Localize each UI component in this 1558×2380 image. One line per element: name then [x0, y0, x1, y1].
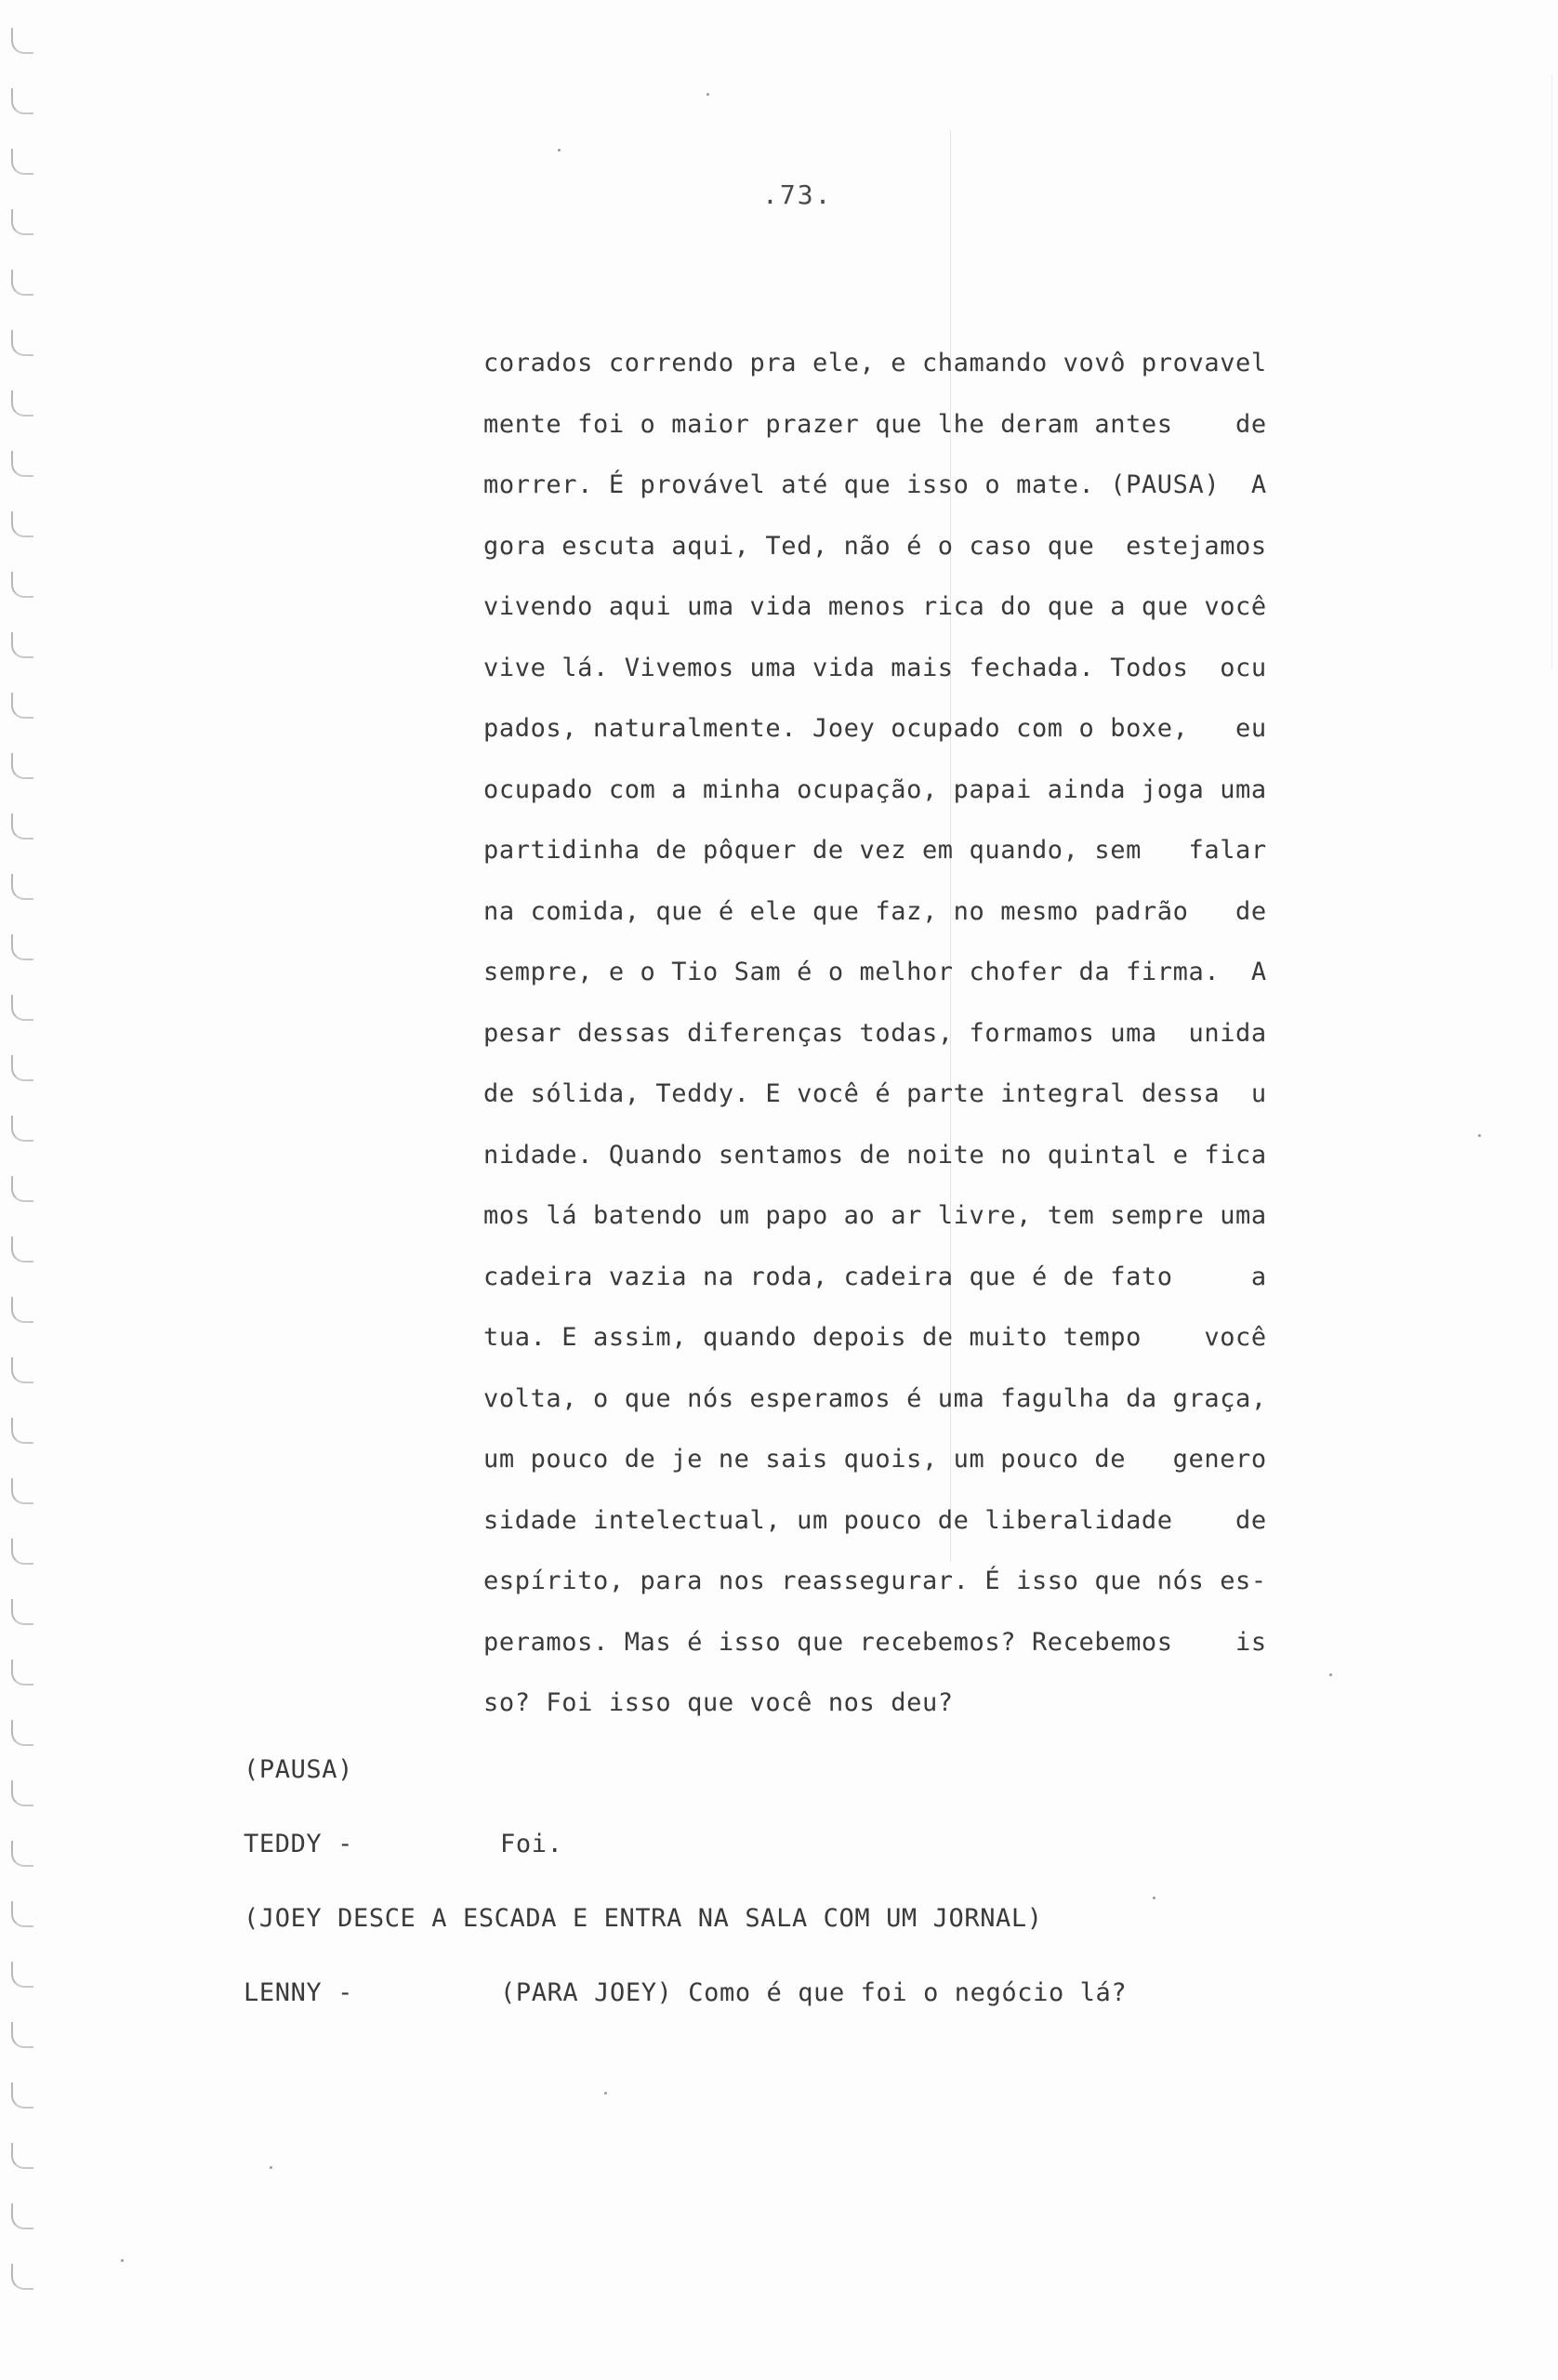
punch-hole — [11, 149, 33, 175]
punch-hole — [11, 511, 33, 537]
text-line: um pouco de je ne sais quois, um pouco de genero — [483, 1445, 1267, 1474]
punch-hole — [11, 390, 33, 416]
punch-hole — [11, 632, 33, 658]
punch-hole — [11, 330, 33, 356]
text-line: na comida, que é ele que faz, no mesmo padrão de — [483, 896, 1267, 926]
paper-speck — [706, 93, 709, 96]
text-line: pados, naturalmente. Joey ocupado com o boxe, eu — [483, 714, 1267, 743]
punch-hole — [11, 1780, 33, 1806]
text-line: sidade intelectual, um pouco de liberalidade de — [483, 1505, 1267, 1535]
monologue-paragraph — [483, 333, 1432, 1734]
text-line: volta, o que nós esperamos é uma fagulha da graça, — [483, 1383, 1267, 1413]
page-number: .73. — [762, 179, 833, 210]
punch-hole — [11, 88, 33, 114]
punch-hole — [11, 1599, 33, 1625]
punch-hole — [11, 995, 33, 1021]
punch-hole — [11, 28, 33, 54]
paper-speck — [604, 2092, 607, 2095]
punch-hole — [11, 2143, 33, 2169]
paper-speck — [1329, 1673, 1332, 1676]
stage-direction-joey-enters: (JOEY DESCE A ESCADA E ENTRA NA SALA COM UM JORNAL) — [244, 1904, 1043, 1933]
text-line: vivendo aqui uma vida menos rica do que a que você — [483, 592, 1267, 621]
punch-hole — [11, 270, 33, 296]
text-line: tua. E assim, quando depois de muito tempo você — [483, 1323, 1267, 1352]
paper-speck — [1153, 1897, 1155, 1899]
text-line: cadeira vazia na roda, cadeira que é de fato a — [483, 1262, 1267, 1291]
punch-hole — [11, 1176, 33, 1202]
text-line: corados correndo pra ele, e chamando vovô provavel — [483, 349, 1267, 377]
text-line: mos lá batendo um papo ao ar livre, tem sempre uma — [483, 1201, 1267, 1230]
punch-hole — [11, 2264, 33, 2290]
punch-hole — [11, 1055, 33, 1081]
text-line: partidinha de pôquer de vez em quando, sem falar — [483, 836, 1267, 865]
text-line: ocupado com a minha ocupação, papai ainda joga uma — [483, 774, 1267, 804]
page-edge-mark — [1551, 74, 1552, 669]
speaker-teddy: TEDDY - — [244, 1830, 353, 1858]
text-line: vive lá. Vivemos uma vida mais fechada. Todos ocu — [483, 653, 1267, 682]
paper-speck — [270, 2166, 272, 2169]
text-line: sempre, e o Tio Sam é o melhor chofer da firma. A — [483, 958, 1267, 986]
punch-hole — [11, 1962, 33, 1988]
text-line: so? Foi isso que você nos deu? — [483, 1688, 954, 1717]
punch-hole — [11, 874, 33, 900]
text-line: gora escuta aqui, Ted, não é o caso que estejamos — [483, 531, 1267, 561]
punch-hole — [11, 1901, 33, 1927]
punch-hole — [11, 1116, 33, 1142]
punch-hole — [11, 1720, 33, 1746]
punch-hole — [11, 1841, 33, 1867]
punch-hole — [11, 2082, 33, 2109]
binder-punch-holes — [0, 0, 56, 2380]
punch-hole — [11, 1297, 33, 1323]
text-line: de sólida, Teddy. E você é parte integral dessa u — [483, 1079, 1267, 1108]
text-line: peramos. Mas é isso que recebemos? Recebemos is — [483, 1627, 1267, 1657]
punch-hole — [11, 2022, 33, 2048]
punch-hole — [11, 1357, 33, 1383]
paper-speck — [1478, 1134, 1481, 1137]
punch-hole — [11, 2203, 33, 2229]
punch-hole — [11, 1418, 33, 1444]
paper-speck — [121, 2259, 124, 2262]
punch-hole — [11, 572, 33, 598]
punch-hole — [11, 1478, 33, 1504]
punch-hole — [11, 209, 33, 235]
punch-hole — [11, 1236, 33, 1263]
punch-hole — [11, 693, 33, 719]
dialogue-lenny: (PARA JOEY) Como é que foi o negócio lá? — [500, 1978, 1128, 2007]
text-line: mente foi o maior prazer que lhe deram antes de — [483, 409, 1267, 439]
punch-hole — [11, 753, 33, 779]
paper-speck — [558, 149, 561, 152]
text-line: morrer. É provável até que isso o mate. (PAUSA) A — [483, 470, 1267, 499]
text-line: espírito, para nos reassegurar. É isso que nós es- — [483, 1567, 1267, 1595]
punch-hole — [11, 934, 33, 960]
speaker-lenny: LENNY - — [244, 1978, 353, 2007]
punch-hole — [11, 1659, 33, 1686]
punch-hole — [11, 813, 33, 840]
text-line: pesar dessas diferenças todas, formamos uma unida — [483, 1018, 1267, 1048]
stage-direction-pause: (PAUSA) — [244, 1755, 353, 1784]
dialogue-teddy: Foi. — [500, 1830, 563, 1858]
punch-hole — [11, 451, 33, 477]
punch-hole — [11, 1539, 33, 1565]
text-line: nidade. Quando sentamos de noite no quintal e fica — [483, 1140, 1267, 1170]
